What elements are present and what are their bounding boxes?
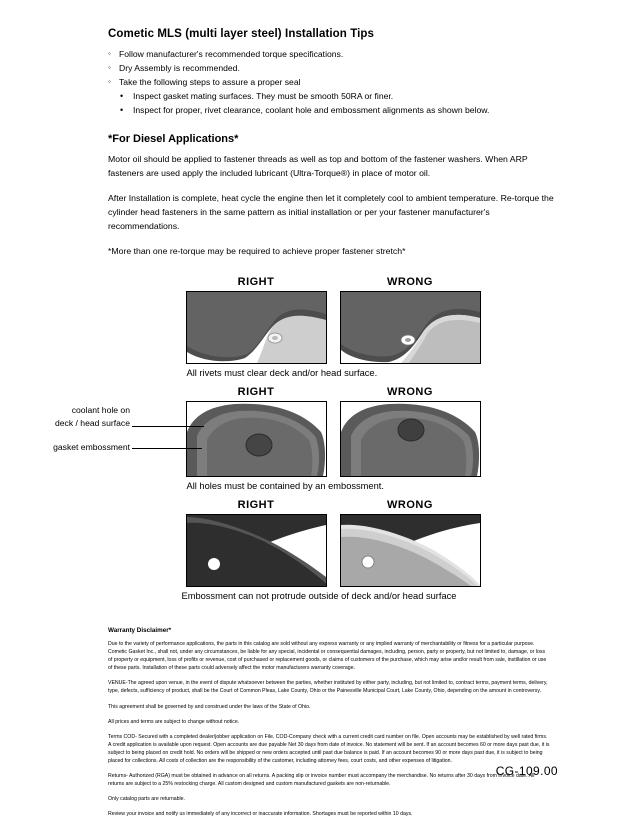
warranty-paragraph: VENUE-The agreed upon venue, in the event of dispute whatsoever between the parties, whether instituted by either party, including, but not limited to, contract terms, payment terms, delivery, type, defects, sufficiency of product, shall be the Court of Common Pleas, Lake County, Ohio or the Painesville Municipal Court, Lake County, Ohio, depending on the amount in controversy. bbox=[108, 680, 548, 695]
figure-row-protrude bbox=[108, 499, 558, 587]
caption-wrap-protrude bbox=[181, 591, 486, 601]
figure-row-holes bbox=[108, 386, 558, 477]
warranty-paragraph: Review your invoice and notify us immediately of any incorrect or inaccurate information. Shortages must be reported within 10 days. bbox=[108, 811, 413, 818]
figure-right-rivets bbox=[186, 276, 327, 364]
list-item: • Inspect gasket mating surfaces. They must be smooth 50RA or finer. bbox=[120, 90, 558, 104]
figure-caption-holes: All holes must be contained by an embossment. bbox=[186, 481, 384, 492]
list-item: • Inspect for proper, rivet clearance, coolant hole and embossment alignments as shown below. bbox=[120, 104, 558, 118]
figure-label-wrong: WRONG bbox=[387, 276, 433, 289]
warranty-paragraph: Only catalog parts are returnable. bbox=[108, 796, 185, 803]
list-item: ◦ Follow manufacturer's recommended torque specifications. bbox=[108, 48, 558, 62]
figure-wrong-holes bbox=[340, 386, 481, 477]
annotation-coolant-hole-line2: deck / head surface bbox=[54, 417, 130, 428]
warranty-paragraph: All prices and terms are subject to change without notice. bbox=[108, 718, 240, 725]
figure-caption-protrude: Embossment can not protrude outside of deck and/or head surface bbox=[181, 591, 457, 602]
figure-wrong-rivets bbox=[340, 276, 481, 364]
figure-image-right-holes bbox=[186, 401, 327, 477]
annotation-coolant-hole bbox=[0, 404, 130, 429]
figure-image-wrong-holes bbox=[340, 401, 481, 477]
tips-list bbox=[108, 48, 558, 90]
leader-line-embossment bbox=[132, 448, 202, 449]
diesel-paragraph-1: Motor oil should be applied to fastener threads as well as top and bottom of the fastener washers. When ARP fasteners are used apply the included lubricant (Ultra-Torque®) in place of motor oil. bbox=[108, 153, 528, 178]
annotation-gasket-embossment bbox=[0, 441, 130, 453]
list-item: ◦ Take the following steps to assure a proper seal bbox=[108, 76, 558, 90]
warranty-heading: Warranty Disclaimer* bbox=[108, 627, 172, 635]
caption-wrap-holes bbox=[186, 481, 481, 491]
figure-image-wrong-rivets bbox=[340, 291, 481, 364]
figure-label-right: RIGHT bbox=[237, 386, 275, 399]
figure-section bbox=[53, 276, 558, 602]
warranty-section bbox=[108, 627, 558, 818]
diesel-paragraph-2: After Installation is complete, heat cycle the engine then let it completely cool to ambient temperature. Re-torque the cylinder head fasteners in the same pattern as initial installation or per your fastener manufacturer's recommendations. bbox=[108, 192, 554, 231]
tips-sublist bbox=[108, 90, 558, 118]
figure-image-wrong-protrude bbox=[340, 514, 481, 587]
list-item: ◦ Dry Assembly is recommended. bbox=[108, 62, 558, 76]
document-number: CG-109.00 bbox=[495, 764, 558, 778]
page-title: Cometic MLS (multi layer steel) Installation Tips bbox=[108, 28, 375, 40]
figure-wrong-protrude bbox=[340, 499, 481, 587]
warranty-paragraph: This agreement shall be governed by and construed under the laws of the State of Ohio. bbox=[108, 703, 311, 710]
figure-label-wrong: WRONG bbox=[387, 499, 433, 512]
warranty-paragraph: Returns- Authorized (RGA) must be obtained in advance on all returns. A packing slip or invoice number must accompany the merchandise. No returns after 30 days from invoice date. All returns are subject to a 25% restocking charge. All custom designed and custom manufactured gaskets are non-returnable. bbox=[108, 772, 535, 787]
figure-image-right-rivets bbox=[186, 291, 327, 364]
diesel-heading: *For Diesel Applications* bbox=[108, 132, 239, 145]
warranty-paragraph: Terms COD- Secured with a completed dealer/jobber application on File, COD-Company check with a current credit card number on file. Open accounts may be established by well rated firms. A credit application is available upon request. Open accounts are due payable Net 30 days from date of invoice. No statement will be sent. If an account becomes 60 or more days past due, it is subject to being placed on credit hold. No orders will be shipped or new orders accepted until past due balance is paid. If an account becomes 90 or more days past due, it is subject to being placed for collections. All costs of collection are the responsibility of the customer, including attorney fees, court costs, and other expenses of litigation. bbox=[108, 733, 550, 764]
caption-wrap-rivets bbox=[186, 368, 481, 378]
leader-line-coolant bbox=[132, 426, 204, 427]
annotation-gasket-embossment-text: gasket embossment bbox=[53, 442, 130, 453]
figure-right-holes bbox=[186, 386, 327, 477]
diesel-paragraph-3: *More than one re-torque may be required to achieve proper fastener stretch* bbox=[108, 246, 406, 257]
figure-row-rivets bbox=[108, 276, 558, 364]
figure-image-right-protrude bbox=[186, 514, 327, 587]
annotation-coolant-hole-line1: coolant hole on bbox=[71, 405, 130, 416]
figure-right-protrude bbox=[186, 499, 327, 587]
figure-caption-rivets: All rivets must clear deck and/or head surface. bbox=[186, 368, 378, 379]
figure-label-right: RIGHT bbox=[237, 499, 275, 512]
figure-label-right: RIGHT bbox=[237, 276, 275, 289]
figure-label-wrong: WRONG bbox=[387, 386, 433, 399]
warranty-paragraph: Due to the variety of performance applications, the parts in this catalog are sold without any express warranty or any implied warranty of merchantability or fitness for a particular purpose. Cometic Gasket Inc., shall not, under any circumstances, be liable for any special, incidental or consequential damages, including, person, party or property, but not limited to, damage, or loss of property or equipment, loss of profits or revenue, cost of purchased or replacement goods, or claims of customers of the purchase, which may arise and/or result from sale, instillation or use of these parts. Installation of these parts could adversely affect the motor manufacturers warranty coverage. bbox=[108, 641, 547, 672]
